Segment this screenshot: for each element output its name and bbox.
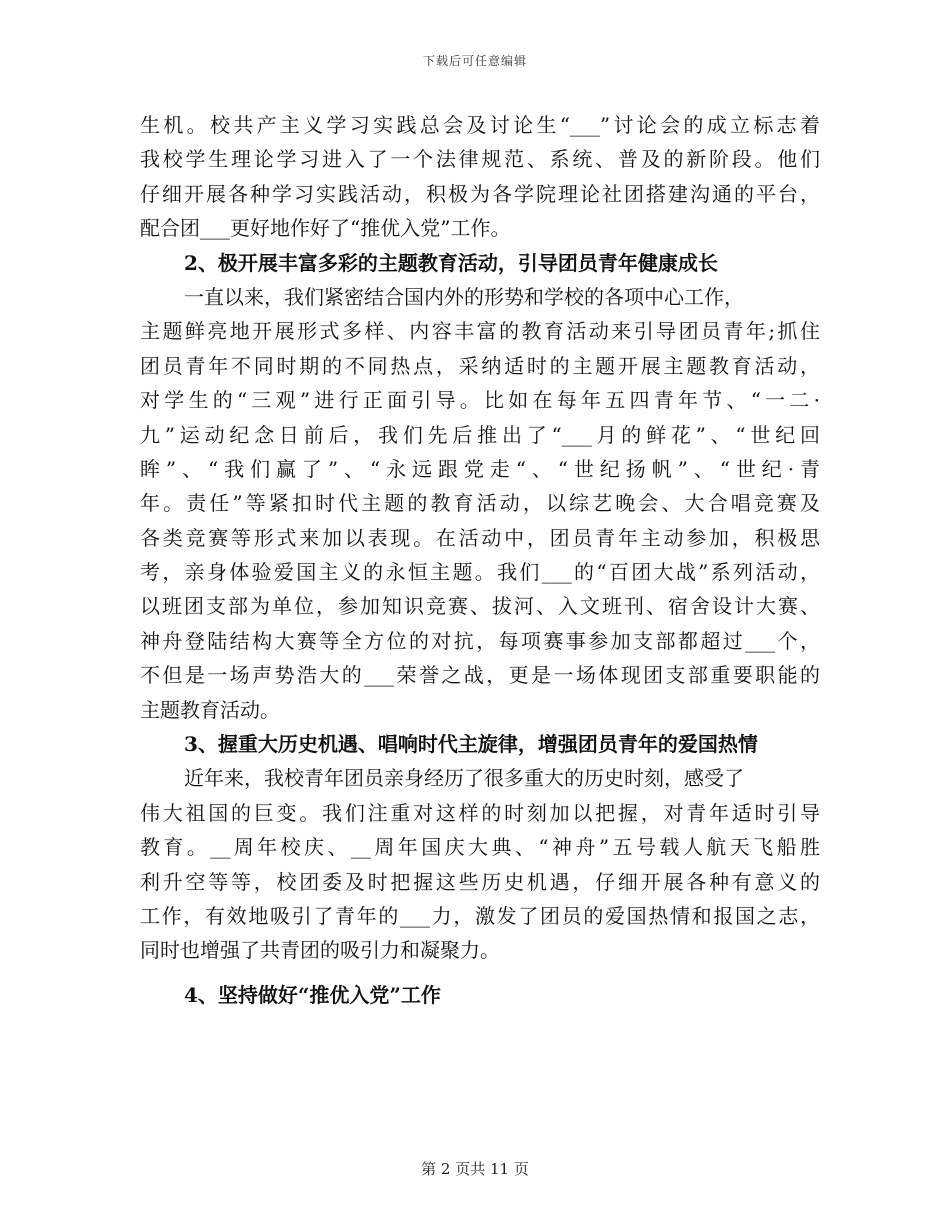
body-line: 教育。__周年校庆、__周年国庆大典、“神舟”五号载人航天飞船胜 [140, 835, 820, 860]
body-line: 对学生的“三观”进行正面引导。比如在每年五四青年节、“一二· [140, 388, 820, 413]
document-body [140, 108, 820, 1012]
body-line: 近年来，我校青年团员亲身经历了很多重大的历史时刻，感受了 [184, 766, 744, 791]
paragraph-gap [140, 968, 820, 978]
page-header-note: 下载后可任意编辑 [422, 54, 527, 68]
page-number-footer: 第 2 页共 11 页 [421, 1160, 529, 1178]
body-line: 不但是一场声势浩大的___荣誉之战，更是一场体现团支部重要职能的 [140, 663, 820, 688]
body-line: 利升空等等，校团委及时把握这些历史机遇，仔细开展各种有意义的 [140, 869, 820, 894]
body-line: 工作，有效地吸引了青年的___力，激发了团员的爱国热情和报国之志， [140, 903, 820, 928]
body-line: 仔细开展各种学习实践活动，积极为各学院理论社团搭建沟通的平台， [140, 181, 820, 206]
body-line: 伟大祖国的巨变。我们注重对这样的时刻加以把握，对青年适时引导 [140, 800, 820, 825]
body-line: 一直以来，我们紧密结合国内外的形势和学校的各项中心工作， [184, 284, 744, 309]
section-heading-2: 2、极开展丰富多彩的主题教育活动，引导团员青年健康成长 [184, 250, 718, 275]
section-heading-4: 4、坚持做好“推优入党”工作 [184, 982, 441, 1007]
body-line: 各类竞赛等形式来加以表现。在活动中，团员青年主动参加，积极思 [140, 525, 820, 550]
body-line: 考，亲身体验爱国主义的永恒主题。我们___的“百团大战”系列活动， [140, 560, 820, 585]
body-line: 我校学生理论学习进入了一个法律规范、系统、普及的新阶段。他们 [140, 147, 820, 172]
section-heading-3: 3、握重大历史机遇、唱响时代主旋律，增强团员青年的爱国热情 [184, 732, 758, 757]
body-line: 主题鲜亮地开展形式多样、内容丰富的教育活动来引导团员青年;抓住 [140, 319, 820, 344]
body-line: 同时也增强了共青团的吸引力和凝聚力。 [140, 938, 500, 963]
body-line: 配合团___更好地作好了“推优入党”工作。 [140, 216, 511, 241]
body-line: 以班团支部为单位，参加知识竞赛、拔河、入文班刊、宿舍设计大赛、 [140, 594, 820, 619]
body-line: 团员青年不同时期的不同热点，采纳适时的主题开展主题教育活动， [140, 353, 820, 378]
body-line: 年。责任”等紧扣时代主题的教育活动，以综艺晚会、大合唱竞赛及 [140, 491, 820, 516]
body-line: 神舟登陆结构大赛等全方位的对抗，每项赛事参加支部都超过___个， [140, 628, 820, 653]
body-line: 九”运动纪念日前后，我们先后推出了“___月的鲜花”、“世纪回 [140, 422, 820, 447]
body-line: 生机。校共产主义学习实践总会及讨论生“___”讨论会的成立标志着 [140, 113, 820, 137]
body-line: 主题教育活动。 [140, 697, 280, 722]
body-line: 眸”、“我们赢了”、“永远跟党走“、“世纪扬帆”、“世纪·青 [140, 456, 820, 481]
